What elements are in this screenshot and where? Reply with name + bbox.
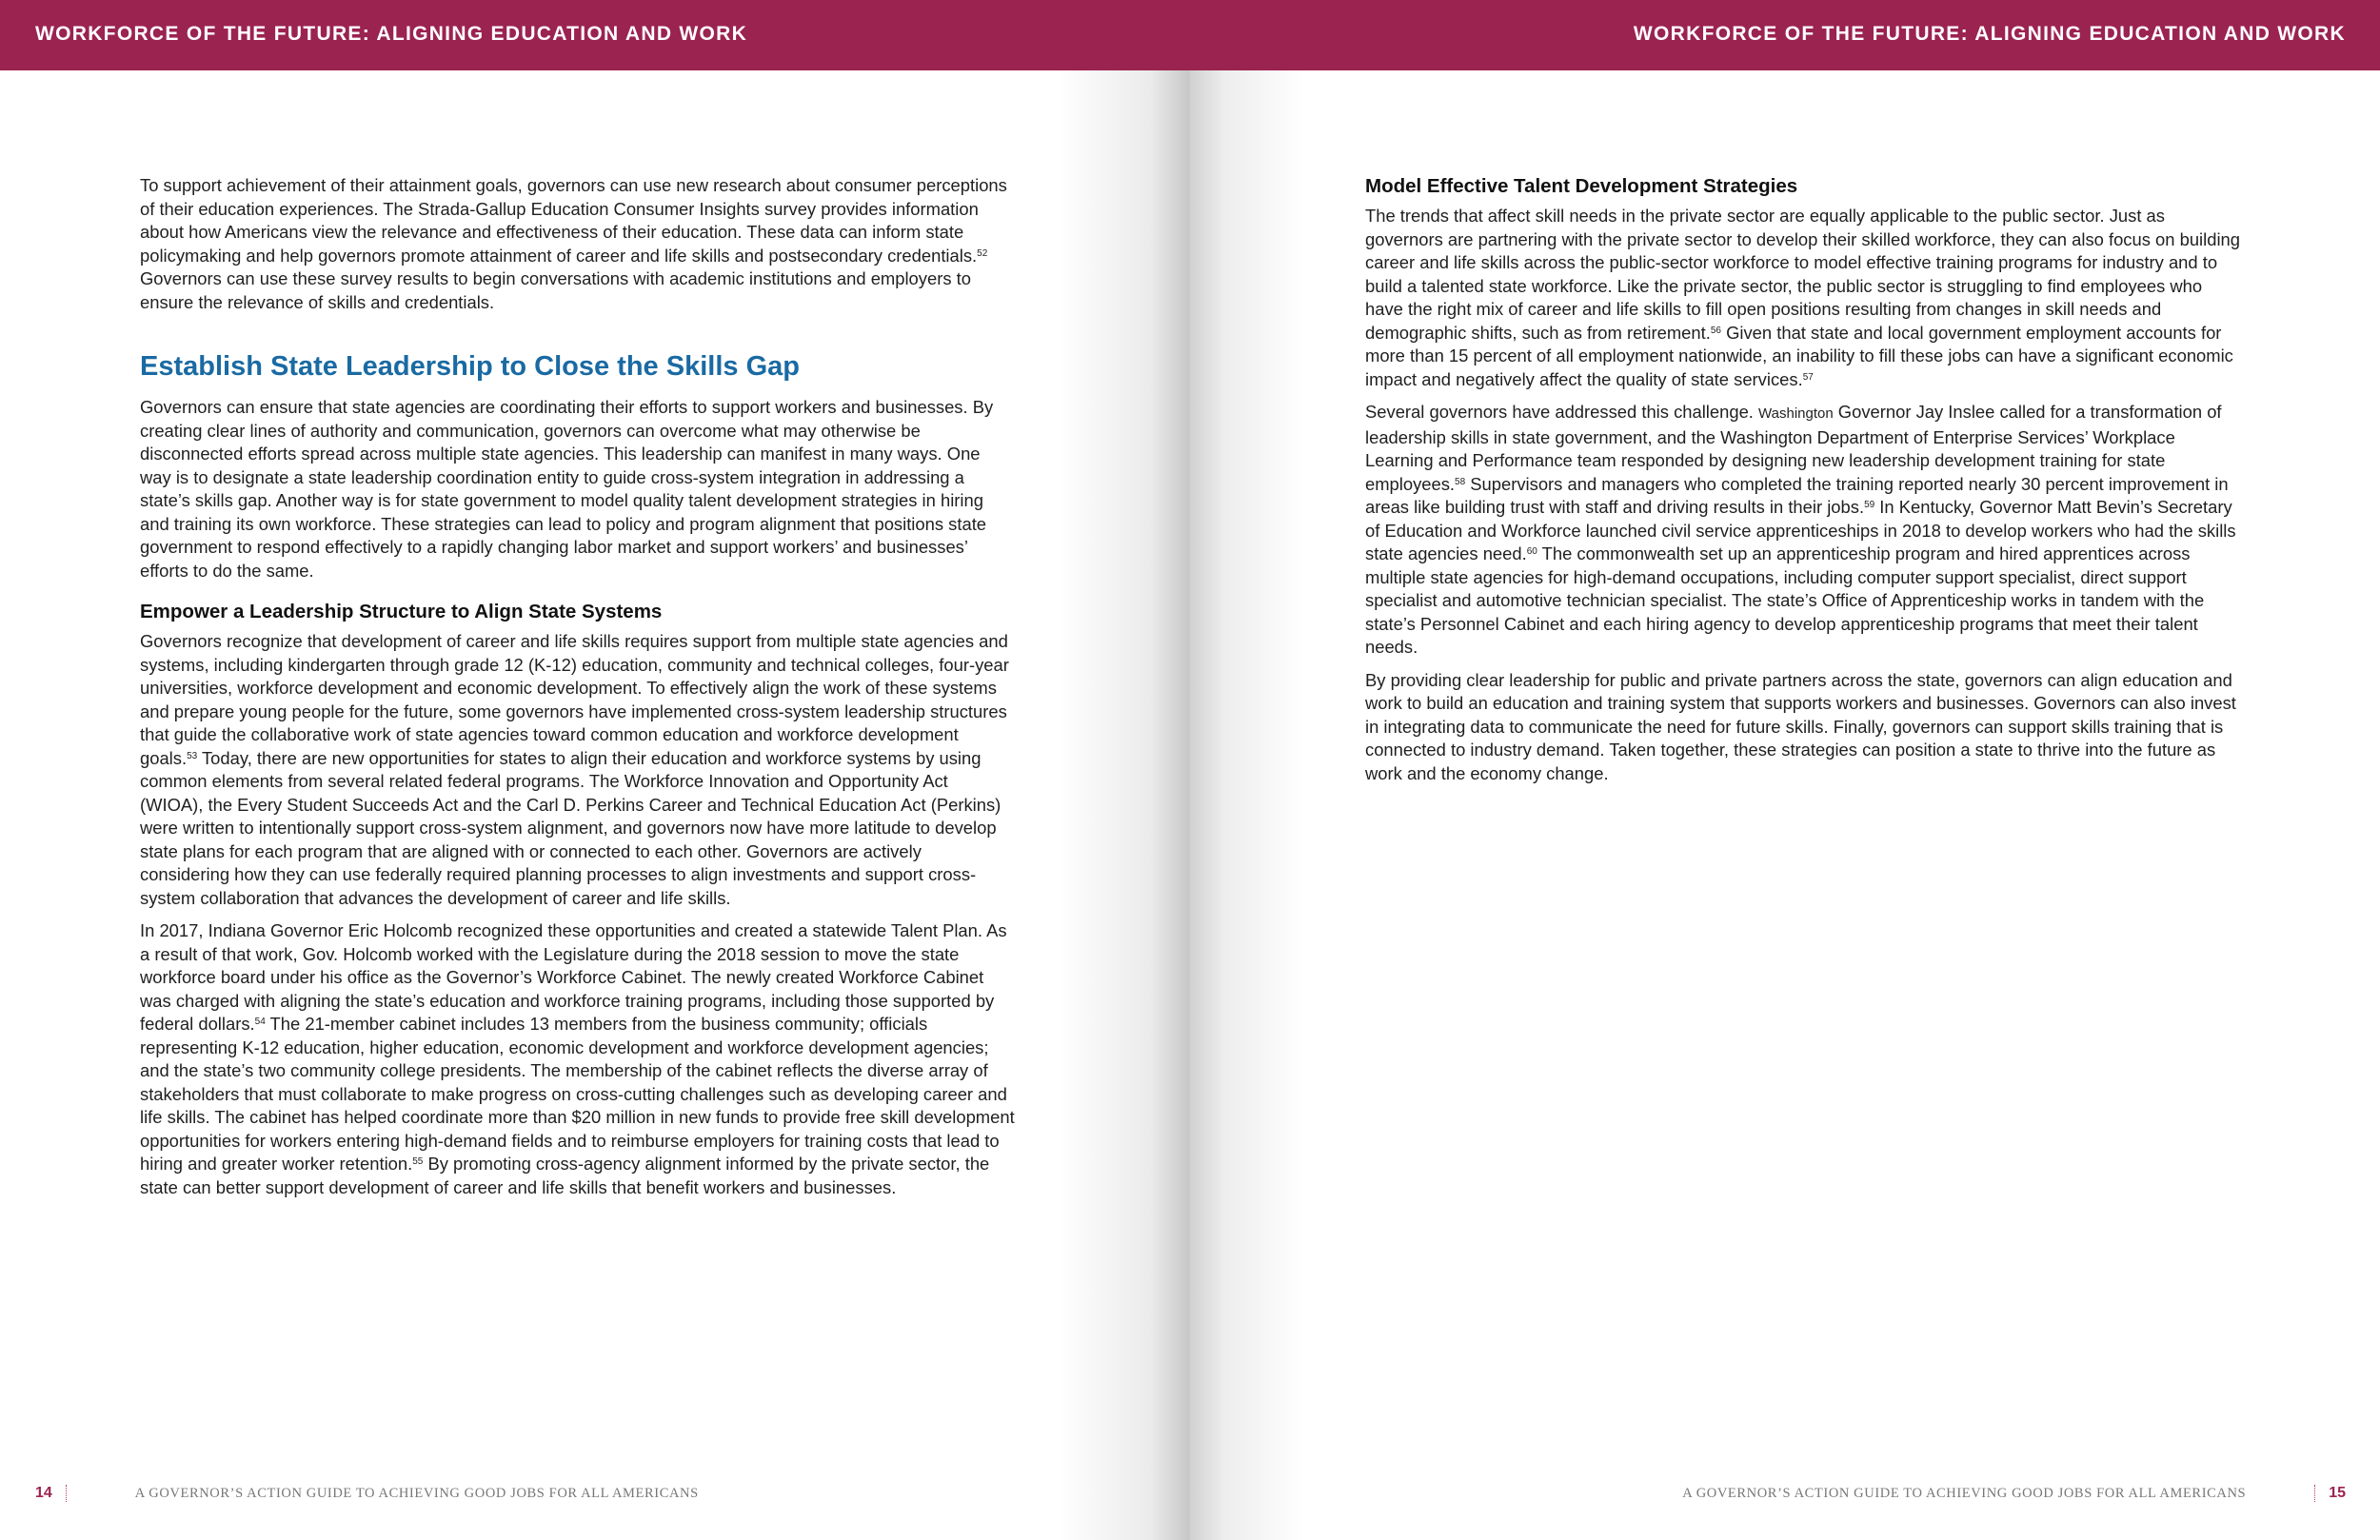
left-running-title: WORKFORCE OF THE FUTURE: ALIGNING EDUCATION AND WORK [35, 23, 748, 45]
right-text-column [1365, 174, 2241, 795]
footer-guide-title: A GOVERNOR’S ACTION GUIDE TO ACHIEVING GOOD JOBS FOR ALL AMERICANS [1682, 1485, 2247, 1501]
left-text-column [140, 174, 1016, 1209]
right-page [1190, 0, 2380, 1540]
footnote-ref: 60 [1526, 546, 1537, 557]
footnote-ref: 55 [412, 1156, 424, 1167]
footer-divider [2314, 1485, 2315, 1502]
footnote-ref: 54 [254, 1017, 266, 1027]
subheading-leadership-structure: Empower a Leadership Structure to Align State Systems [140, 601, 663, 622]
left-footer [35, 1485, 699, 1506]
state-name: Washington [1758, 405, 1834, 422]
footer-divider [66, 1485, 67, 1502]
body-paragraph: Governors recognize that development of career and life skills requires support from multiple state agencies and systems, including kindergarten through grade 12 (K-12) education, community and technical colleges, four-year universities, workforce development and economic development. To effectively align the work of these systems and prepare young people for the future, some governors have implemented cross-system leadership structures that guide the collaborative work of state agencies toward common education and workforce development goals.$^{53}$ Today, there are new opportunities for states to align their education and workforce systems by using common elements from several related federal programs. The Workforce Innovation and Opportunity Act (WIOA), the Every Student Succeeds Act and the Carl D. Perkins Career and Technical Education Act (Perkins) were written to intentionally support cross-system alignment, and governors now have more latitude to develop state plans for each program that are aligned with or connected to each other. Governors are actively considering how they can use federally required planning processes to align investments and support cross-system collaboration that advances the development of career and life skills. [140, 631, 1009, 908]
footnote-ref: 57 [1802, 371, 1814, 383]
subheading-talent-development: Model Effective Talent Development Strategies [1365, 175, 1798, 197]
body-paragraph: In 2017, Indiana Governor Eric Holcomb recognized these opportunities and created a statewide Talent Plan. As a result of that work, Gov. Holcomb worked with the Legislature during the 2018 session to move the state workforce board under his office as the Governor’s Workforce Cabinet. The newly created Workforce Cabinet was charged with aligning the state’s education and workforce training programs, including those supported by federal dollars.$^{54}$ The 21-member cabinet includes 13 members from the business community; officials representing K-12 education, higher education, economic development and workforce development agencies; and the state’s two community college presidents. The membership of the cabinet reflects the diverse array of stakeholders that must collaborate to make progress on cross-cutting challenges such as developing career and life skills. The cabinet has helped coordinate more than $20 million in new funds to provide free skill development opportunities for workers entering high-demand fields and to reimburse employers for training costs that lead to hiring and greater worker retention.$^{55}$ By promoting cross-agency alignment informed by the private sector, the state can better support development of career and life skills that benefit workers and businesses. [140, 920, 1015, 1197]
page-number: 15 [2329, 1485, 2346, 1501]
footer-guide-title: A GOVERNOR’S ACTION GUIDE TO ACHIEVING GOOD JOBS FOR ALL AMERICANS [134, 1485, 699, 1501]
body-paragraph: By providing clear leadership for public and private partners across the state, governors can align education and work to build an education and training system that supports workers and businesses. Governors can also invest in integrating data to communicate the need for future skills. Finally, governors can support skills training that is connected to industry demand. Taken together, these strategies can position a state to thrive into the future as work and the economy change. [1365, 669, 2236, 783]
section-heading: Establish State Leadership to Close the Skills Gap [140, 351, 800, 382]
right-footer [1682, 1485, 2346, 1506]
body-paragraph: Several governors have addressed this challenge. Washington Governor Jay Inslee called for a transformation of leadership skills in state government, and the Washington Department of Enterprise Services’ Workplace Learning and Performance team responded by designing new leadership development training for state employees.$^{58}$ Supervisors and managers who completed the training reported nearly 30 percent improvement in areas like building trust with staff and driving results in their jobs.$^{59}$ In Kentucky, Governor Matt Bevin’s Secretary of Education and Workforce launched civil service apprenticeships in 2018 to develop workers who had the skills state agencies need.$^{60}$ The commonwealth set up an apprenticeship program and hired apprentices across multiple state agencies for high-demand occupations, including computer support specialist, direct support specialist and automotive technician specialist. The state’s Office of Apprenticeship works in tandem with the state’s Personnel Cabinet and each hiring agency to develop apprenticeship programs that meet their talent needs. [1365, 402, 2236, 657]
footnote-ref: 59 [1864, 500, 1875, 510]
right-header-band [1190, 0, 2380, 70]
footnote-ref: 58 [1455, 476, 1466, 487]
footnote-ref: 52 [977, 247, 988, 259]
footnote-ref: 53 [187, 750, 198, 761]
intro-paragraph: To support achievement of their attainment goals, governors can use new research about consumer perceptions of their education experiences. The Strada-Gallup Education Consumer Insights survey provides information about how Americans view the relevance and effectiveness of their education. These data can inform state policymaking and help governors promote attainment of career and life skills and postsecondary credentials.$^{52}$ Governors can use these survey results to begin conversations with academic institutions and employers to ensure the relevance of skills and credentials. [140, 175, 1007, 312]
right-running-title: WORKFORCE OF THE FUTURE: ALIGNING EDUCATION AND WORK [1633, 23, 2346, 45]
left-header-band [0, 0, 1190, 70]
section-paragraph: Governors can ensure that state agencies are coordinating their efforts to support workers and businesses. By creating clear lines of authority and communication, governors can overcome what may otherwise be disconnected efforts spread across multiple state agencies. This leadership can manifest in many ways. One way is to designate a state leadership coordination entity to guide cross-system integration in addressing a state’s skills gap. Another way is for state government to model quality talent development strategies in hiring and training its own workforce. These strategies can lead to policy and program alignment that positions state government to respond effectively to a rapidly changing labor market and support workers’ and businesses’ efforts to do the same. [140, 397, 994, 581]
page-number: 14 [35, 1485, 52, 1501]
footnote-ref: 56 [1710, 325, 1721, 336]
body-paragraph: The trends that affect skill needs in the private sector are equally applicable to the public sector. Just as governors are partnering with the private sector to develop their skilled workforce, they can also focus on building career and life skills across the public-sector workforce to model effective training programs for industry and to build a talented state workforce. Like the private sector, the public sector is struggling to find employees who have the right mix of career and life skills to fill open positions resulting from changes in skill needs and demographic shifts, such as from retirement.$^{56}$ Given that state and local government employment accounts for more than 15 percent of all employment nationwide, an inability to fill these jobs can have a significant economic impact and negatively affect the quality of state services.$^{57}$ [1365, 206, 2241, 389]
